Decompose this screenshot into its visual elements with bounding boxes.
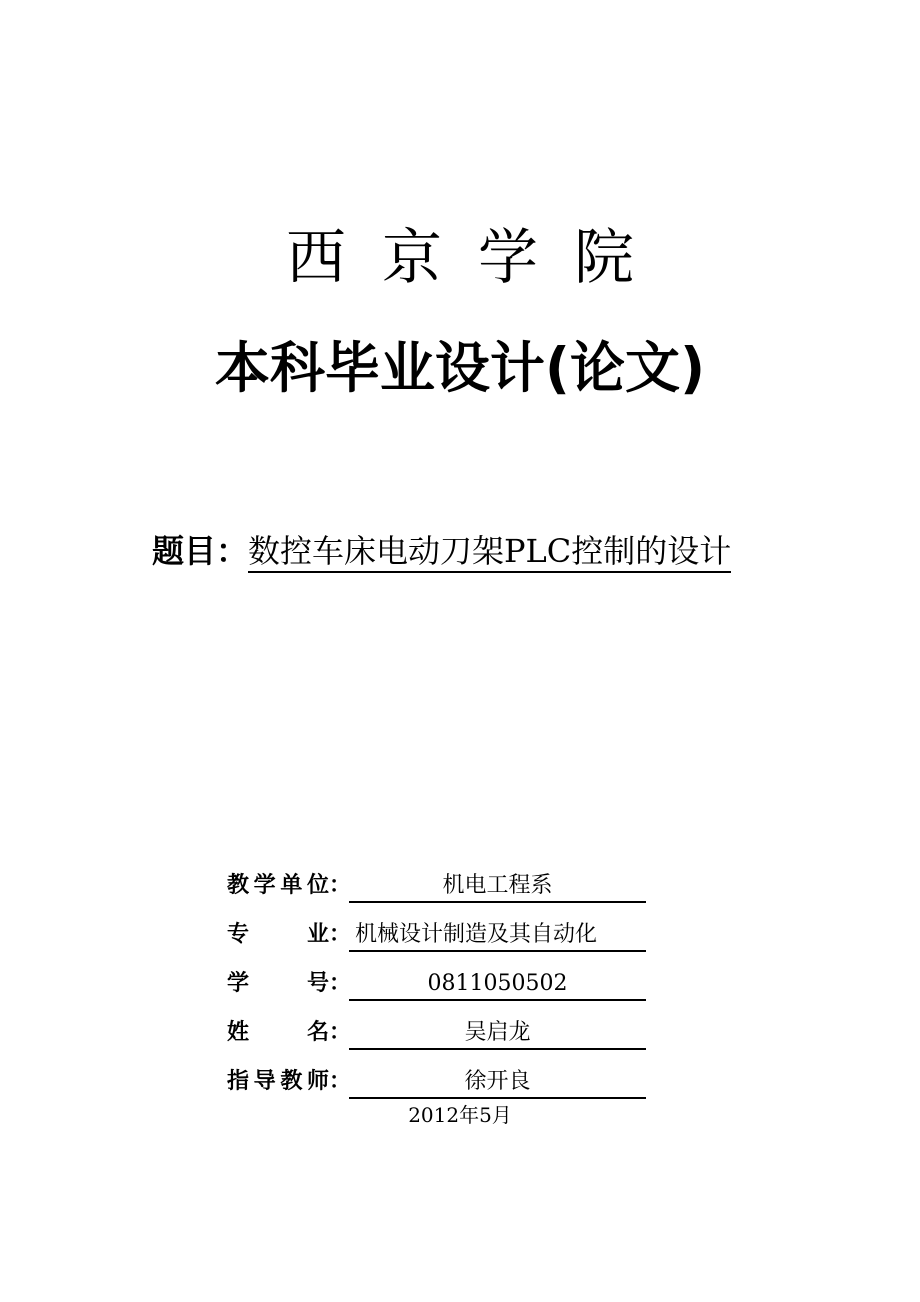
info-value-name: 吴启龙 [349, 1018, 646, 1050]
info-row-student-id [227, 952, 667, 1001]
info-label [227, 869, 352, 903]
thesis-title-value: 数控车床电动刀架PLC控制的设计 [248, 531, 731, 573]
label-colon: ： [329, 922, 352, 947]
info-label [227, 918, 352, 952]
label-colon: ： [329, 971, 352, 996]
thesis-title-row [152, 528, 731, 574]
submission-date: 2012年5月 [408, 1103, 512, 1127]
info-value-department: 机电工程系 [349, 871, 646, 903]
thesis-type-heading: 本科毕业设计(论文) [214, 336, 706, 400]
info-row-name [227, 1001, 667, 1050]
label-text: 专 业 [227, 922, 329, 947]
label-text: 指 导 教 师 [227, 1069, 329, 1094]
label-colon: ： [329, 873, 352, 898]
info-value-advisor: 徐开良 [349, 1067, 646, 1099]
info-row-advisor [227, 1050, 667, 1099]
info-label [227, 1016, 352, 1050]
info-label [227, 967, 352, 1001]
label-text: 姓 名 [227, 1020, 329, 1045]
label-text: 学 号 [227, 971, 329, 996]
student-info-block [227, 854, 667, 1099]
info-value-student-id: 0811050502 [349, 969, 646, 1001]
label-colon: ： [329, 1020, 352, 1045]
info-value-major: 机械设计制造及其自动化 [349, 920, 646, 952]
school-name: 西京学院 [286, 223, 670, 293]
label-text: 教 学 单 位 [227, 873, 329, 898]
thesis-title-label: 题目： [152, 532, 249, 570]
info-row-major [227, 903, 667, 952]
label-colon: ： [329, 1069, 352, 1094]
info-row-department [227, 854, 667, 903]
info-label [227, 1065, 352, 1099]
